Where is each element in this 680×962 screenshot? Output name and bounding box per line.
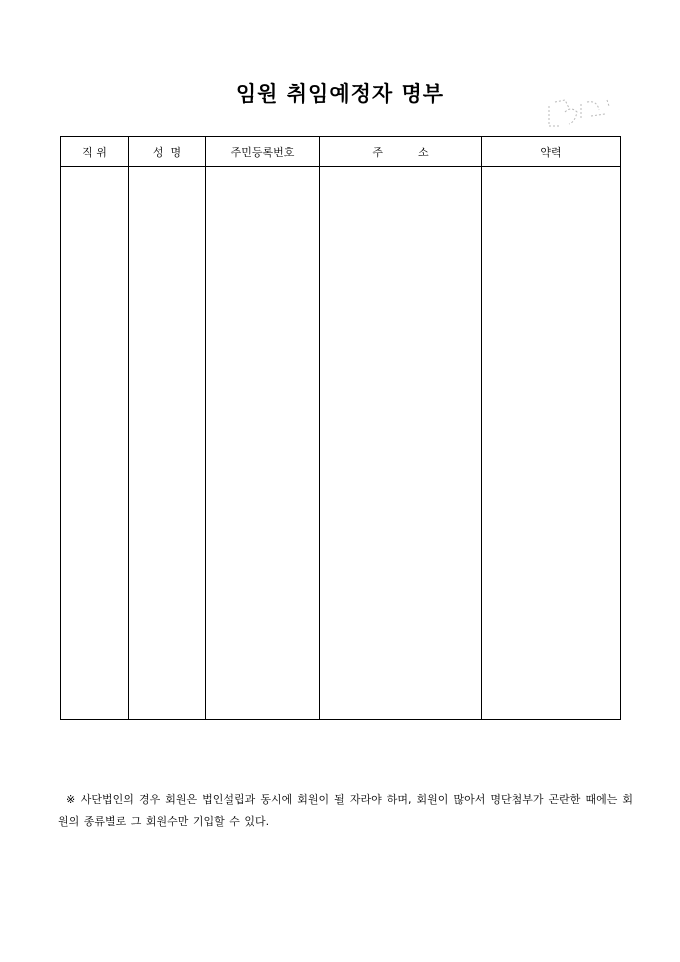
column-header-career: 약력 — [482, 137, 621, 167]
column-header-name: 성 명 — [129, 137, 206, 167]
column-header-position: 직 위 — [61, 137, 129, 167]
column-header-address: 주 소 — [320, 137, 482, 167]
name-cell[interactable] — [129, 167, 206, 720]
document-title: 임원 취임예정자 명부 — [235, 81, 445, 106]
column-header-resident-number: 주민등록번호 — [206, 137, 320, 167]
footnote: ※ 사단법인의 경우 회원은 법인설립과 동시에 회원이 될 자라야 하며, 회원이 많아서 명단첨부가 곤란한 때에는 회원의 종류별로 그 회원수만 기입할 수 있다. — [58, 793, 633, 828]
resident-number-cell[interactable] — [206, 167, 320, 720]
address-cell[interactable] — [320, 167, 482, 720]
career-cell[interactable] — [482, 167, 621, 720]
officer-roster-table — [60, 136, 621, 720]
seal-stamp-mark — [545, 96, 615, 132]
table-header-row — [61, 137, 621, 167]
position-cell[interactable] — [61, 167, 129, 720]
table-row — [61, 167, 621, 720]
